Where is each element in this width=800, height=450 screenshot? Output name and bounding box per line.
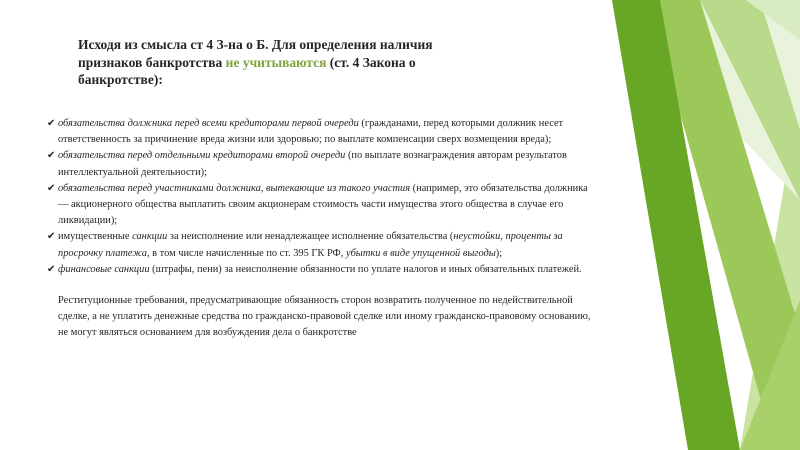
item-italic: убытки в виде упущенной выгоды <box>345 247 496 259</box>
checkmark-icon: ✔ <box>47 263 56 275</box>
list-item <box>47 148 598 180</box>
list-item <box>47 262 598 278</box>
item-italic: неустойки, проценты за просрочку платежа <box>58 231 563 259</box>
item-italic: обязательства перед отдельными кредиторами второй очереди <box>58 150 346 162</box>
item-text: (по выплате вознаграждения авторам результатов интеллектуальной деятельности); <box>58 150 567 178</box>
title-part1: Исходя из смысла ст 4 З-на о Б. Для определения наличия признаков банкротства <box>78 37 433 70</box>
item-text: имущественные <box>58 231 133 243</box>
checkmark-icon: ✔ <box>47 150 56 162</box>
list-item <box>47 229 598 261</box>
checkmark-icon: ✔ <box>47 182 56 194</box>
item-italic: обязательства перед участниками должника, вытекающие из такого участия <box>58 182 411 194</box>
slide-body <box>47 116 598 342</box>
item-italic: обязательства должника перед всеми кредиторами первой очереди <box>58 118 359 129</box>
slide-title <box>78 36 498 89</box>
title-highlight: не учитываются <box>225 54 327 70</box>
item-italic: финансовые санкции <box>58 263 150 275</box>
item-text: , в том числе начисленные по ст. 395 ГК РФ, <box>146 247 346 259</box>
checkmark-icon: ✔ <box>47 231 56 243</box>
item-text: (штрафы, пени) за неисполнение обязанности по уплате налогов и иных обязательных платежей. <box>149 263 582 275</box>
list-item <box>47 181 598 230</box>
list-item <box>47 116 598 148</box>
restitution-paragraph: Реституционные требования, предусматривающие обязанность сторон возвратить полученное по недействительной сделке, а не уплатить денежные средства по гражданско-правовой сделке или иному гражданско-правовому основанию, не могут являться основанием для возбуждения дела о банкротстве <box>58 295 591 339</box>
item-text: за неисполнение или ненадлежащее исполнение обязательства ( <box>167 231 454 243</box>
title-part2: (ст. 4 Закона о банкротстве): <box>78 54 416 87</box>
item-text: (например, это обязательства должника — акционерного общества выплатить своим акционерам стоимость части имущества этого общества в случае его ликвидации); <box>58 182 588 227</box>
checkmark-icon: ✔ <box>47 118 56 129</box>
item-italic: санкции <box>132 231 168 243</box>
item-text: (гражданами, перед которыми должник несет ответственность за причинение вреда жизни или здоровью; по выплате компенсации сверх возмещения вреда); <box>58 118 564 146</box>
item-text: ); <box>495 247 503 259</box>
